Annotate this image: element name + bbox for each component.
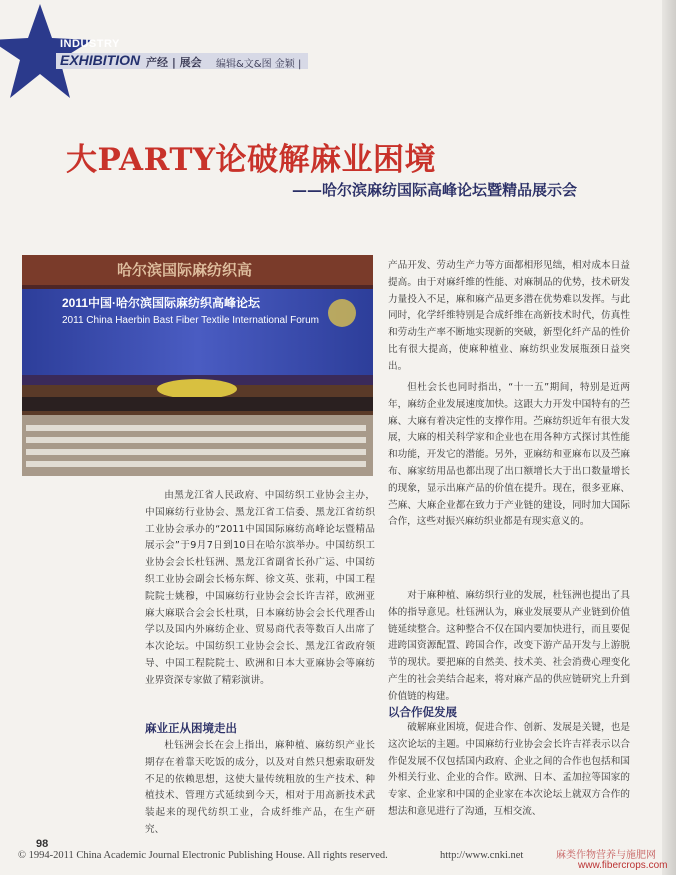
header-editor-credit: 编辑&文&图 金颖 | xyxy=(216,59,302,70)
right-paragraph-1: 产品开发、劳动生产力等方面都相形见绌，相对成本日益提高。由于对麻纤维的性能、对麻制品的优势，技术研发力量投入不足，麻和麻产品更多潜在优势难以发挥。与此同时，化学纤维特别是合成纤维在高新技术时代，仿真性和劳动生产率不断地实现新的突破，新型化纤产品的性价比有很大提高，使麻种植业、麻纺织业发展瓶颈日益突出。 xyxy=(388,260,630,372)
right-paragraph-4: 破解麻业困境，促进合作、创新、发展是关键，也是这次论坛的主题。中国麻纺行业协会会长许吉祥表示以合作促发展不仅包括国内政府、企业之间的合作也包括和国外相关行业、企业的合作。欧洲、日本、孟加拉等国家的专家、企业家和中国的企业家在本次论坛上就双方合作的想法和意见进行了沟通，互相交流、 xyxy=(388,722,630,817)
copyright-footer: © 1994-2011 China Academic Journal Electronic Publishing House. All rights reserved. xyxy=(18,850,388,861)
article-subtitle: ——哈尔滨麻纺国际高峰论坛暨精品展示会 xyxy=(292,181,578,199)
left-paragraph-2: 杜钰洲会长在会上指出，麻种植、麻纺织产业长期存在着靠天吃饭的成分，以及对自然只想索取研发不足的依赖思想，这使大量传统粗放的生产技术、种植技术、管理方式延续到今天，相对于用高新技术武装起来的现代纺织工业，合成纤维产品，在生产研究、 xyxy=(145,740,375,835)
left-paragraph-1: 由黑龙江省人民政府、中国纺织工业协会主办，中国麻纺行业协会、黑龙江省工信委、黑龙江省纺织工业协会承办的“2011中国国际麻纺高峰论坛暨精品展示会”于9月7日到10日在哈尔滨举办。中国纺织工业协会会长杜钰洲、黑龙江省副省长孙广运、中国纺织工业协会副会长杨东辉、徐文英、张莉，中国工程院院士姚穆，中国麻纺行业协会会长许吉祥，欧洲亚麻大麻联合会会长杜琪，日本麻纺协会会长代理香山学以及国内外麻纺企业、贸易商代表等数百人出席了本次论坛。中国纺织工业协会会长、黑龙江省政府领导、中国工程院院士、欧洲和日本大亚麻协会等麻纺业界资深专家做了精彩演讲。 xyxy=(145,490,375,686)
photo-banner-en: 2011 China Haerbin Bast Fiber Textile International Forum xyxy=(62,315,319,326)
watermark-url: www.fibercrops.com xyxy=(578,860,668,871)
article-title: 大PARTY论破解麻业困境 xyxy=(66,142,437,178)
page-edge-shadow xyxy=(662,0,676,875)
page-number: 98 xyxy=(36,838,49,850)
header-exhibition-label: EXHIBITION xyxy=(60,52,141,68)
header-section-label: 产经 | 展会 xyxy=(146,56,202,69)
header-industry-label: INDUSTRY xyxy=(60,38,120,50)
right-paragraph-2: 但杜会长也同时指出，“十一五”期间，特别是近两年，麻纺企业发展速度加快。这跟大力开发中国特有的苎麻、大麻有着决定性的支撑作用。苎麻纺织近年有很大发展，大麻的相关科学家和企业也在用各种方式探讨其性能和功能，开发它的潜能。另外，亚麻纺和亚麻布以及苎麻布、麻家纺用品也都出现了出口额增长大于出口数量增长的现象，显示出麻产品的价值在提升。现在，很多亚麻、苎麻、大麻企业都在致力于产业链的建设，同时加大国际合作，这些对振兴麻纺织业都是有现实意义的。 xyxy=(388,382,630,528)
forum-photo xyxy=(22,255,373,476)
footer-url-link[interactable]: http://www.cnki.net xyxy=(440,850,524,861)
photo-banner-cn: 2011中国·哈尔滨国际麻纺织高峰论坛 xyxy=(62,296,261,310)
right-paragraph-3: 对于麻种植、麻纺织行业的发展，杜钰洲也提出了具体的指导意见。杜钰洲认为，麻业发展要从产业链到价值链延续整合。这种整合不仅在国内要加快进行，而且要促进跨国资源配置、跨国合作，改变下游产品开发与上游脱节的现状。要把麻的自然美、技术美、社会消费心理变化产生的社会美结合起来，将对麻产品的供应链研究上升到价值链的构建。 xyxy=(388,590,630,702)
watermark-cn: 麻类作物营养与施肥网 xyxy=(556,850,656,861)
photo-banner-top: 哈尔滨国际麻纺织高 xyxy=(117,262,253,279)
section-heading-cooperation: 以合作促发展 xyxy=(388,705,457,719)
section-heading-recovery: 麻业正从困境走出 xyxy=(145,721,237,735)
